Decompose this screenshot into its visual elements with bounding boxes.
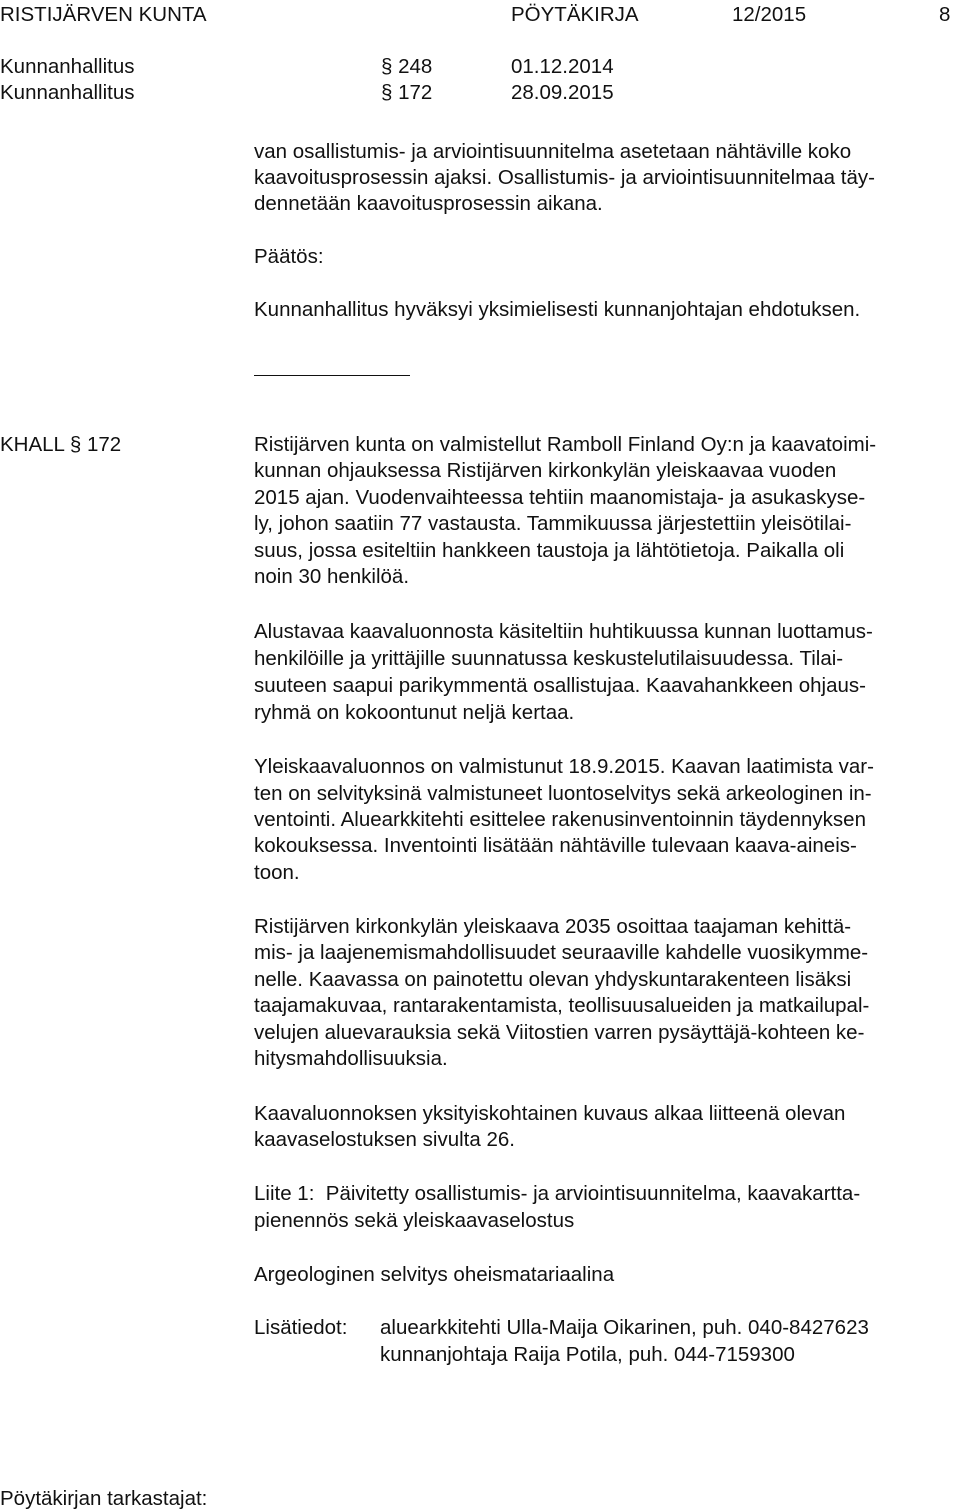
header-municipality: RISTIJÄRVEN KUNTA — [0, 3, 207, 26]
text-line: ventointi. Aluearkkitehti esittelee rakenusinventoinnin täydennyksen — [254, 808, 866, 831]
text-line: Kaavaluonnoksen yksityiskohtainen kuvaus alkaa liitteenä olevan — [254, 1102, 846, 1125]
text-line: noin 30 henkilöä. — [254, 565, 410, 588]
text-line: dennetään kaavoitusprosessin aikana. — [254, 192, 603, 215]
text-line: pienennös sekä yleiskaavaselostus — [254, 1209, 575, 1232]
text-line: kunnan ohjauksessa Ristijärven kirkonkylän yleiskaavaa vuoden — [254, 459, 837, 482]
text-line: Liite 1: Päivitetty osallistumis- ja arviointisuunnitelma, kaavakartta- — [254, 1182, 861, 1205]
ref-section: § 248 — [381, 55, 433, 78]
decision-text: Kunnanhallitus hyväksyi yksimielisesti kunnanjohtajan ehdotuksen. — [254, 298, 861, 321]
ref-date: 01.12.2014 — [511, 55, 614, 78]
text-line: Yleiskaavaluonnos on valmistunut 18.9.2015. Kaavan laatimista var- — [254, 755, 874, 778]
text-line: ly, johon saatiin 77 vastausta. Tammikuussa järjestettiin yleisötilai- — [254, 512, 852, 535]
footer-label: Pöytäkirjan tarkastajat: — [0, 1487, 208, 1510]
text-line: van osallistumis- ja arviointisuunnitelma asetetaan nähtäville koko — [254, 140, 852, 163]
text-line: kaavaselostuksen sivulta 26. — [254, 1128, 515, 1151]
text-line: kaavoitusprosessin ajaksi. Osallistumis- ja arviointisuunnitelmaa täy- — [254, 166, 875, 189]
ref-section: § 172 — [381, 81, 433, 104]
text-line: suuteen saapui parikymmentä osallistujaa. Kaavahankkeen ohjaus- — [254, 674, 866, 697]
text-line: toon. — [254, 861, 300, 884]
text-line: nelle. Kaavassa on painotettu olevan yhdyskuntarakenteen lisäksi — [254, 968, 852, 991]
decision-label: Päätös: — [254, 245, 324, 268]
info-label: Lisätiedot: — [254, 1316, 348, 1339]
text-line: Ristijärven kirkonkylän yleiskaava 2035 osoittaa taajaman kehittä- — [254, 915, 852, 938]
text-line: taajamakuvaa, rantarakentamista, teollisuusalueiden ja matkailupal- — [254, 994, 870, 1017]
text-line: ten on selvityksinä valmistuneet luontoselvitys sekä arkeologinen in- — [254, 782, 872, 805]
text-line: Ristijärven kunta on valmistellut Ramboll Finland Oy:n ja kaavatoimi- — [254, 433, 877, 456]
text-line: Alustavaa kaavaluonnosta käsiteltiin huhtikuussa kunnan luottamus- — [254, 620, 873, 643]
contact-line: aluearkkitehti Ulla-Maija Oikarinen, puh. 040-8427623 — [380, 1316, 869, 1339]
section-divider — [254, 375, 410, 376]
text-line: kokouksessa. Inventointi lisätään nähtäville tulevaan kaava-aineis- — [254, 834, 857, 857]
header-issue: 12/2015 — [732, 3, 807, 26]
text-line: Argeologinen selvitys oheismatariaalina — [254, 1263, 615, 1286]
contact-line: kunnanjohtaja Raija Potila, puh. 044-7159300 — [380, 1343, 795, 1366]
header-page-number: 8 — [939, 3, 951, 26]
ref-body: Kunnanhallitus — [0, 55, 135, 78]
text-line: 2015 ajan. Vuodenvaihteessa tehtiin maanomistaja- ja asukaskyse- — [254, 486, 866, 509]
ref-date: 28.09.2015 — [511, 81, 614, 104]
text-line: henkilöille ja yrittäjille suunnatussa keskustelutilaisuudessa. Tilai- — [254, 647, 844, 670]
text-line: ryhmä on kokoontunut neljä kertaa. — [254, 701, 575, 724]
section-label: KHALL § 172 — [0, 433, 122, 456]
ref-body: Kunnanhallitus — [0, 81, 135, 104]
text-line: velujen aluevarauksia sekä Viitostien varren pysäyttäjä-kohteen ke- — [254, 1021, 865, 1044]
header-doc-type: PÖYTÄKIRJA — [511, 3, 639, 26]
text-line: mis- ja laajenemismahdollisuudet seuraaville kahdelle vuosikymme- — [254, 941, 869, 964]
text-line: hitysmahdollisuuksia. — [254, 1047, 448, 1070]
text-line: suus, jossa esiteltiin hankkeen taustoja ja lähtötietoja. Paikalla oli — [254, 539, 845, 562]
